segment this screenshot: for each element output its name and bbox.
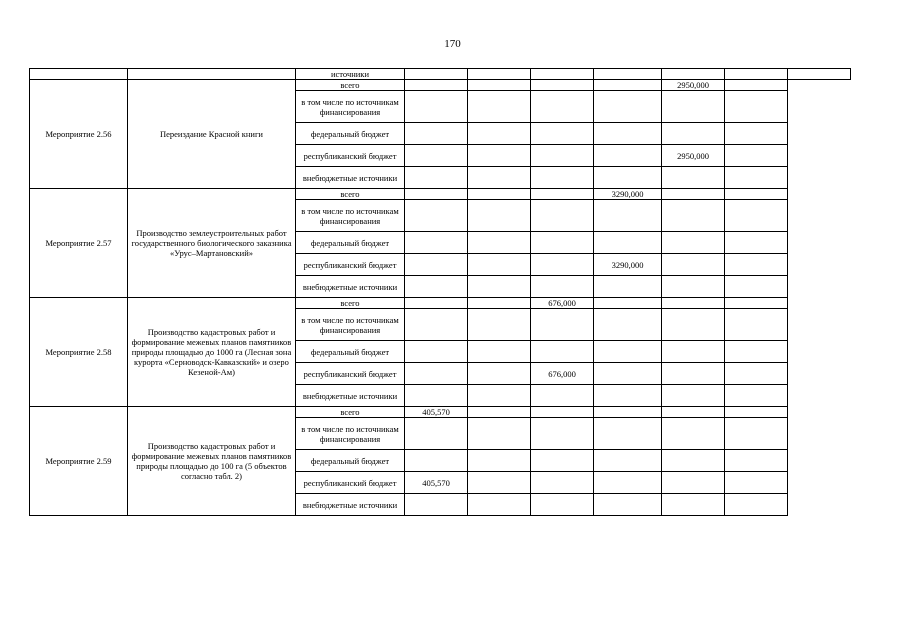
value-cell	[594, 494, 662, 516]
value-cell	[662, 69, 725, 80]
value-cell	[468, 385, 531, 407]
value-cell	[725, 407, 788, 418]
value-cell	[468, 200, 531, 232]
value-cell	[662, 298, 725, 309]
value-cell: 3290,000	[594, 189, 662, 200]
source-cell: внебюджетные источники	[296, 385, 405, 407]
source-cell: всего	[296, 407, 405, 418]
source-cell: всего	[296, 80, 405, 91]
source-cell: федеральный бюджет	[296, 341, 405, 363]
value-cell	[468, 341, 531, 363]
value-cell	[405, 298, 468, 309]
value-cell	[594, 123, 662, 145]
value-cell	[662, 232, 725, 254]
page-number: 170	[444, 38, 461, 50]
value-cell	[531, 145, 594, 167]
source-cell: всего	[296, 189, 405, 200]
value-cell	[531, 341, 594, 363]
table-body	[30, 69, 851, 516]
value-cell	[405, 309, 468, 341]
source-cell: федеральный бюджет	[296, 450, 405, 472]
description-cell: Производство кадастровых работ и формирование межевых планов памятников природы площадью до 100 га (5 объектов согласно табл. 2)	[128, 407, 296, 516]
table-row	[30, 69, 851, 80]
source-cell: федеральный бюджет	[296, 123, 405, 145]
value-cell	[662, 363, 725, 385]
source-cell: республиканский бюджет	[296, 254, 405, 276]
value-cell	[594, 298, 662, 309]
value-cell	[725, 298, 788, 309]
measure-cell: Мероприятие 2.59	[30, 407, 128, 516]
measure-cell: Мероприятие 2.58	[30, 298, 128, 407]
value-cell	[594, 232, 662, 254]
measure-cell: Мероприятие 2.56	[30, 80, 128, 189]
value-cell	[662, 189, 725, 200]
source-cell: источники	[296, 69, 405, 80]
measure-cell	[30, 69, 128, 80]
value-cell	[405, 91, 468, 123]
value-cell	[468, 69, 531, 80]
value-cell	[725, 472, 788, 494]
value-cell	[662, 276, 725, 298]
value-cell	[405, 145, 468, 167]
description-cell: Производство кадастровых работ и формирование межевых планов памятников природы площадью до 1000 га (Лесная зона курорта «Серноводск-Кавказский» и озеро Кезеной-Ам)	[128, 298, 296, 407]
value-cell	[725, 276, 788, 298]
value-cell	[725, 91, 788, 123]
source-cell: внебюджетные источники	[296, 167, 405, 189]
value-cell	[662, 341, 725, 363]
value-cell	[725, 69, 788, 80]
value-cell	[725, 418, 788, 450]
value-cell	[662, 123, 725, 145]
value-cell	[405, 418, 468, 450]
value-cell	[725, 450, 788, 472]
value-cell	[468, 232, 531, 254]
value-cell	[725, 189, 788, 200]
description-cell: Производство землеустроительных работ государственного биологического заказника «Урус–Мартановский»	[128, 189, 296, 298]
value-cell	[531, 200, 594, 232]
value-cell	[594, 200, 662, 232]
value-cell	[531, 232, 594, 254]
value-cell	[594, 80, 662, 91]
value-cell	[594, 69, 662, 80]
value-cell	[405, 276, 468, 298]
value-cell	[531, 123, 594, 145]
value-cell	[405, 254, 468, 276]
value-cell	[468, 91, 531, 123]
table-row	[30, 298, 851, 309]
value-cell: 2950,000	[662, 145, 725, 167]
value-cell	[594, 91, 662, 123]
source-cell: в том числе по источникам финансирования	[296, 200, 405, 232]
value-cell	[594, 385, 662, 407]
value-cell	[725, 341, 788, 363]
description-cell: Переиздание Красной книги	[128, 80, 296, 189]
value-cell	[531, 418, 594, 450]
source-cell: внебюджетные источники	[296, 494, 405, 516]
value-cell	[531, 254, 594, 276]
value-cell	[468, 309, 531, 341]
value-cell: 405,570	[405, 472, 468, 494]
value-cell	[531, 91, 594, 123]
value-cell	[725, 167, 788, 189]
value-cell	[468, 298, 531, 309]
source-cell: федеральный бюджет	[296, 232, 405, 254]
value-cell	[662, 309, 725, 341]
value-cell	[468, 450, 531, 472]
source-cell: республиканский бюджет	[296, 363, 405, 385]
value-cell	[405, 363, 468, 385]
value-cell	[662, 472, 725, 494]
value-cell	[725, 200, 788, 232]
value-cell	[662, 167, 725, 189]
value-cell	[468, 418, 531, 450]
value-cell	[531, 189, 594, 200]
value-cell: 676,000	[531, 298, 594, 309]
value-cell	[468, 276, 531, 298]
value-cell	[594, 309, 662, 341]
value-cell	[405, 80, 468, 91]
value-cell	[468, 123, 531, 145]
value-cell	[468, 363, 531, 385]
value-cell	[531, 276, 594, 298]
value-cell	[594, 472, 662, 494]
value-cell: 2950,000	[662, 80, 725, 91]
value-cell	[405, 189, 468, 200]
value-cell	[405, 494, 468, 516]
value-cell	[468, 167, 531, 189]
value-cell	[594, 418, 662, 450]
value-cell	[531, 472, 594, 494]
value-cell	[468, 254, 531, 276]
source-cell: в том числе по источникам финансирования	[296, 91, 405, 123]
value-cell	[405, 385, 468, 407]
value-cell	[405, 200, 468, 232]
value-cell	[468, 407, 531, 418]
description-cell	[128, 69, 296, 80]
value-cell	[405, 450, 468, 472]
value-cell: 405,570	[405, 407, 468, 418]
source-cell: республиканский бюджет	[296, 145, 405, 167]
measure-cell: Мероприятие 2.57	[30, 189, 128, 298]
value-cell	[468, 494, 531, 516]
value-cell	[725, 232, 788, 254]
value-cell: 3290,000	[594, 254, 662, 276]
value-cell	[662, 200, 725, 232]
value-cell	[725, 363, 788, 385]
value-cell	[405, 232, 468, 254]
value-cell	[531, 385, 594, 407]
source-cell: в том числе по источникам финансирования	[296, 309, 405, 341]
value-cell	[405, 69, 468, 80]
table-row	[30, 189, 851, 200]
value-cell	[662, 407, 725, 418]
value-cell	[788, 69, 851, 80]
source-cell: всего	[296, 298, 405, 309]
value-cell	[725, 145, 788, 167]
value-cell	[468, 472, 531, 494]
source-cell: в том числе по источникам финансирования	[296, 418, 405, 450]
source-cell: республиканский бюджет	[296, 472, 405, 494]
table-row	[30, 407, 851, 418]
budget-table	[29, 68, 851, 516]
value-cell: 676,000	[531, 363, 594, 385]
value-cell	[531, 309, 594, 341]
value-cell	[405, 123, 468, 145]
value-cell	[468, 189, 531, 200]
value-cell	[662, 418, 725, 450]
source-cell: внебюджетные источники	[296, 276, 405, 298]
value-cell	[405, 341, 468, 363]
value-cell	[594, 363, 662, 385]
value-cell	[594, 145, 662, 167]
value-cell	[662, 450, 725, 472]
value-cell	[531, 69, 594, 80]
value-cell	[531, 450, 594, 472]
value-cell	[594, 407, 662, 418]
value-cell	[725, 254, 788, 276]
table-row	[30, 80, 851, 91]
value-cell	[531, 167, 594, 189]
value-cell	[531, 494, 594, 516]
value-cell	[662, 385, 725, 407]
value-cell	[662, 91, 725, 123]
value-cell	[594, 276, 662, 298]
value-cell	[531, 407, 594, 418]
value-cell	[725, 494, 788, 516]
value-cell	[725, 309, 788, 341]
value-cell	[531, 80, 594, 91]
value-cell	[725, 385, 788, 407]
value-cell	[662, 494, 725, 516]
value-cell	[725, 123, 788, 145]
value-cell	[662, 254, 725, 276]
value-cell	[468, 145, 531, 167]
value-cell	[594, 450, 662, 472]
value-cell	[594, 341, 662, 363]
value-cell	[405, 167, 468, 189]
value-cell	[725, 80, 788, 91]
value-cell	[594, 167, 662, 189]
value-cell	[468, 80, 531, 91]
